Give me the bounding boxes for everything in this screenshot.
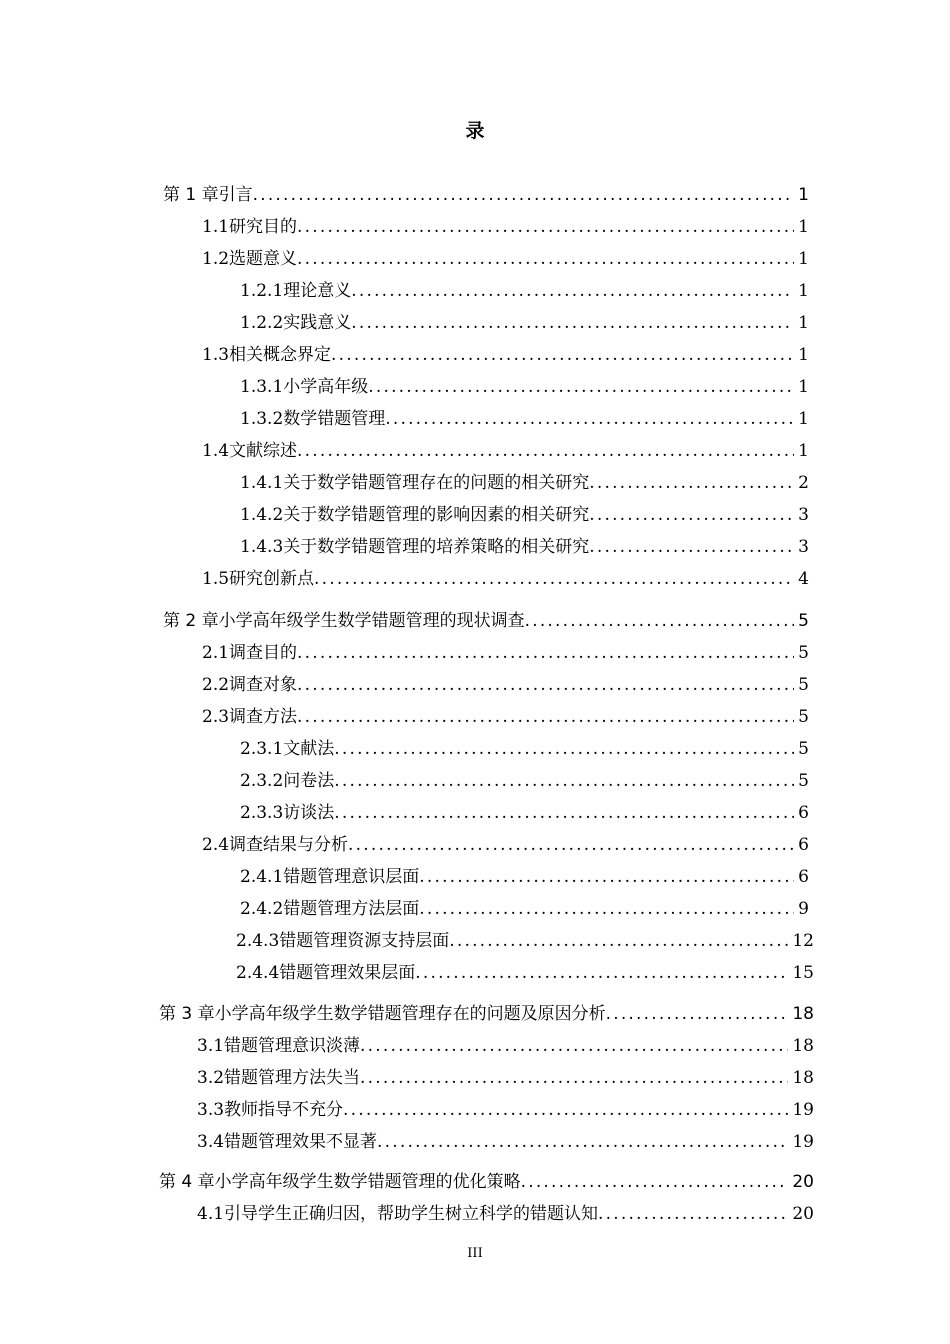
toc-title: 录 (465, 120, 485, 142)
dot-leader (297, 247, 794, 271)
dot-leader (606, 1002, 789, 1026)
entry-label: 文献法 (283, 739, 335, 759)
dot-leader (449, 929, 788, 953)
entry-page: 1 (798, 249, 809, 269)
toc-subsection[interactable] (240, 737, 809, 761)
entry-number: 1.2.1 (240, 281, 284, 301)
entry-label: 引导学生正确归因，帮助学生树立科学的错题认知 (224, 1204, 599, 1224)
toc-section[interactable] (197, 1130, 814, 1154)
entry-page: 1 (798, 345, 809, 365)
entry-label: 错题管理效果不显著 (224, 1132, 378, 1152)
dot-leader (360, 1066, 788, 1090)
entry-number: 1.1 (202, 217, 230, 237)
entry-page: 6 (798, 867, 809, 887)
entry-label: 错题管理资源支持层面 (279, 931, 450, 951)
toc-subsection[interactable] (240, 471, 809, 495)
entry-number: 2.1 (202, 643, 230, 663)
entry-number: 第 2 章 (163, 611, 219, 631)
entry-label: 错题管理意识层面 (283, 867, 420, 887)
entry-label: 问卷法 (283, 771, 335, 791)
dot-leader (598, 1202, 788, 1226)
toc-subsection[interactable] (240, 407, 809, 431)
entry-page: 1 (798, 377, 809, 397)
entry-page: 5 (798, 739, 809, 759)
entry-number: 第 4 章 (159, 1172, 215, 1192)
entry-page: 12 (792, 931, 814, 951)
entry-page: 5 (798, 675, 809, 695)
entry-page: 1 (798, 217, 809, 237)
entry-number: 2.3 (202, 707, 230, 727)
dot-leader (589, 503, 794, 527)
dot-leader (589, 471, 794, 495)
toc-section[interactable] (202, 641, 809, 665)
toc-section[interactable] (202, 673, 809, 697)
entry-number: 1.4.1 (240, 473, 284, 493)
dot-leader (348, 833, 794, 857)
entry-label: 错题管理方法层面 (283, 899, 420, 919)
dot-leader (297, 673, 794, 697)
dot-leader (297, 705, 794, 729)
entry-page: 20 (792, 1204, 814, 1224)
entry-page: 4 (798, 569, 809, 589)
entry-number: 2.4.4 (236, 963, 280, 983)
entry-label: 调查结果与分析 (229, 835, 349, 855)
dot-leader (334, 801, 794, 825)
toc-section[interactable] (202, 833, 809, 857)
entry-label: 教师指导不充分 (224, 1100, 344, 1120)
entry-number: 2.4.1 (240, 867, 284, 887)
entry-page: 6 (798, 835, 809, 855)
dot-leader (360, 1034, 788, 1058)
toc-subsection[interactable] (236, 961, 814, 985)
toc-section[interactable] (202, 567, 809, 591)
toc-chapter[interactable] (159, 1002, 814, 1026)
entry-number: 3.1 (197, 1036, 225, 1056)
entry-number: 1.4.2 (240, 505, 284, 525)
entry-page: 1 (798, 313, 809, 333)
entry-label: 相关概念界定 (229, 345, 332, 365)
dot-leader (368, 375, 794, 399)
entry-label: 数学错题管理 (283, 409, 386, 429)
toc-subsection[interactable] (240, 311, 809, 335)
entry-label: 研究目的 (229, 217, 298, 237)
toc-section[interactable] (202, 247, 809, 271)
toc-chapter[interactable] (163, 183, 809, 207)
entry-label: 小学高年级学生数学错题管理存在的问题及原因分析 (214, 1004, 606, 1024)
toc-subsection[interactable] (240, 897, 809, 921)
entry-label: 实践意义 (283, 313, 352, 333)
entry-page: 6 (798, 803, 809, 823)
dot-leader (351, 311, 794, 335)
page-number-footer: III (467, 1246, 483, 1261)
dot-leader (343, 1098, 788, 1122)
entry-number: 2.3.2 (240, 771, 284, 791)
entry-label: 选题意义 (229, 249, 298, 269)
toc-section[interactable] (197, 1202, 814, 1226)
toc-section[interactable] (197, 1098, 814, 1122)
entry-number: 1.5 (202, 569, 230, 589)
entry-label: 小学高年级 (283, 377, 369, 397)
toc-section[interactable] (202, 705, 809, 729)
dot-leader (419, 897, 794, 921)
entry-page: 19 (792, 1132, 814, 1152)
entry-page: 5 (798, 707, 809, 727)
entry-label: 文献综述 (229, 441, 298, 461)
entry-label: 访谈法 (283, 803, 335, 823)
toc-subsection[interactable] (240, 375, 809, 399)
entry-label: 关于数学错题管理存在的问题的相关研究 (283, 473, 590, 493)
toc-section[interactable] (197, 1034, 814, 1058)
toc-chapter[interactable] (159, 1170, 814, 1194)
entry-number: 2.4.3 (236, 931, 280, 951)
entry-label: 错题管理意识淡薄 (224, 1036, 361, 1056)
entry-number: 2.3.1 (240, 739, 284, 759)
entry-label: 关于数学错题管理的培养策略的相关研究 (283, 537, 590, 557)
entry-page: 1 (798, 441, 809, 461)
entry-number: 1.2 (202, 249, 230, 269)
entry-label: 错题管理方法失当 (224, 1068, 361, 1088)
dot-leader (314, 567, 794, 591)
dot-leader (334, 737, 794, 761)
entry-number: 2.2 (202, 675, 230, 695)
entry-label: 引言 (218, 185, 253, 205)
toc-subsection[interactable] (240, 865, 809, 889)
entry-number: 2.3.3 (240, 803, 284, 823)
dot-leader (297, 215, 794, 239)
entry-number: 2.4 (202, 835, 230, 855)
toc-subsection[interactable] (240, 801, 809, 825)
entry-page: 2 (798, 473, 809, 493)
dot-leader (334, 769, 794, 793)
dot-leader (297, 439, 794, 463)
entry-page: 18 (792, 1004, 814, 1024)
entry-label: 研究创新点 (229, 569, 315, 589)
entry-number: 1.4 (202, 441, 230, 461)
entry-number: 2.4.2 (240, 899, 284, 919)
entry-number: 1.2.2 (240, 313, 284, 333)
entry-number: 3.2 (197, 1068, 225, 1088)
entry-number: 3.3 (197, 1100, 225, 1120)
toc-chapter[interactable] (163, 609, 809, 633)
entry-page: 1 (798, 409, 809, 429)
toc-subsection[interactable] (240, 769, 809, 793)
entry-page: 9 (798, 899, 809, 919)
entry-label: 错题管理效果层面 (279, 963, 416, 983)
entry-page: 19 (792, 1100, 814, 1120)
entry-number: 第 3 章 (159, 1004, 215, 1024)
dot-leader (253, 183, 795, 207)
dot-leader (377, 1130, 788, 1154)
entry-page: 18 (792, 1036, 814, 1056)
entry-page: 5 (798, 771, 809, 791)
entry-page: 15 (792, 963, 814, 983)
entry-number: 1.3.1 (240, 377, 284, 397)
toc-subsection[interactable] (240, 279, 809, 303)
entry-page: 3 (798, 537, 809, 557)
dot-leader (525, 609, 795, 633)
entry-label: 调查目的 (229, 643, 298, 663)
toc-section[interactable] (202, 343, 809, 367)
entry-page: 20 (792, 1172, 814, 1192)
entry-label: 调查对象 (229, 675, 298, 695)
entry-number: 1.3 (202, 345, 230, 365)
dot-leader (521, 1170, 789, 1194)
dot-leader (351, 279, 794, 303)
entry-label: 理论意义 (283, 281, 352, 301)
entry-page: 18 (792, 1068, 814, 1088)
entry-label: 小学高年级学生数学错题管理的现状调查 (218, 611, 525, 631)
entry-label: 关于数学错题管理的影响因素的相关研究 (283, 505, 590, 525)
entry-number: 1.3.2 (240, 409, 284, 429)
toc-section[interactable] (202, 439, 809, 463)
entry-page: 1 (798, 185, 809, 205)
dot-leader (589, 535, 794, 559)
entry-number: 3.4 (197, 1132, 225, 1152)
entry-label: 小学高年级学生数学错题管理的优化策略 (214, 1172, 521, 1192)
toc-section[interactable] (202, 215, 809, 239)
toc-subsection[interactable] (240, 535, 809, 559)
entry-page: 5 (798, 643, 809, 663)
dot-leader (419, 865, 794, 889)
entry-page: 5 (798, 611, 809, 631)
entry-number: 1.4.3 (240, 537, 284, 557)
toc-section[interactable] (197, 1066, 814, 1090)
dot-leader (297, 641, 794, 665)
dot-leader (331, 343, 794, 367)
entry-label: 调查方法 (229, 707, 298, 727)
entry-page: 1 (798, 281, 809, 301)
dot-leader (385, 407, 794, 431)
entry-number: 第 1 章 (163, 185, 219, 205)
toc-subsection[interactable] (236, 929, 814, 953)
dot-leader (415, 961, 788, 985)
entry-number: 4.1 (197, 1204, 225, 1224)
toc-subsection[interactable] (240, 503, 809, 527)
entry-page: 3 (798, 505, 809, 525)
